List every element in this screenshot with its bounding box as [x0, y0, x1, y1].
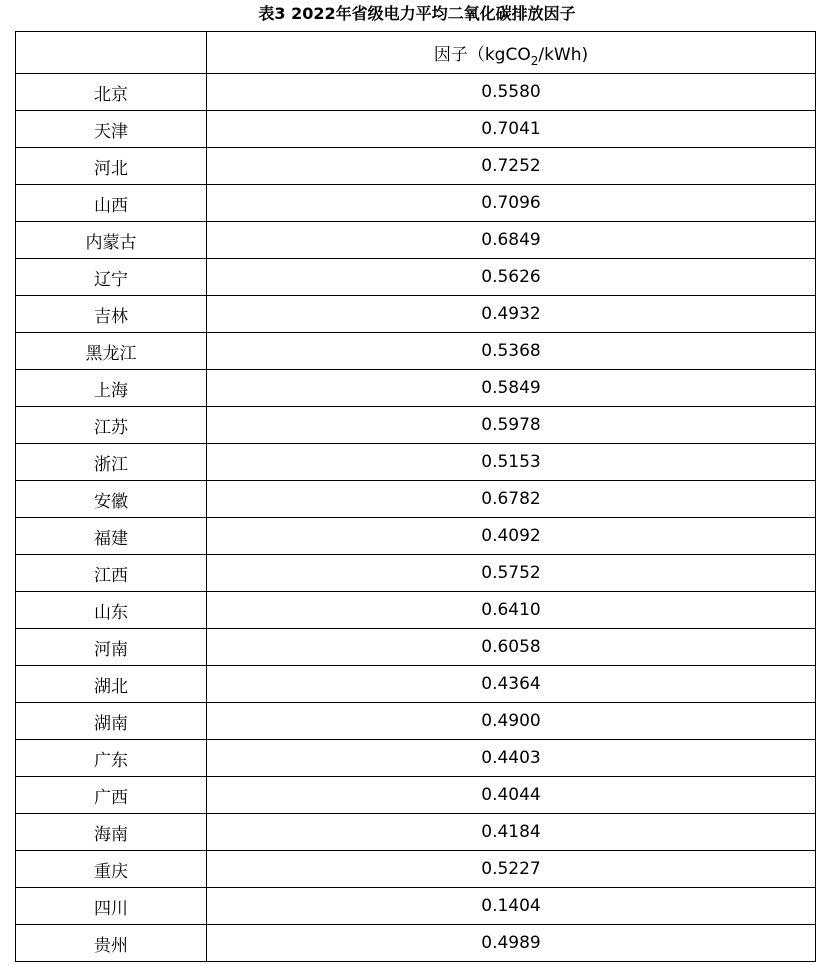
table-row: [16, 296, 816, 333]
table-row: [16, 592, 816, 629]
table-row: [16, 259, 816, 296]
table-header-row: [16, 32, 816, 74]
region-cell: 贵州: [16, 925, 207, 962]
table-row: [16, 666, 816, 703]
factor-cell: 0.4989: [207, 925, 816, 962]
factor-cell: 0.7252: [207, 148, 816, 185]
factor-cell: 0.5849: [207, 370, 816, 407]
factor-cell: 0.6782: [207, 481, 816, 518]
factor-cell: 0.5153: [207, 444, 816, 481]
header-cell-region: [16, 32, 207, 74]
region-cell: 江西: [16, 555, 207, 592]
region-cell: 安徽: [16, 481, 207, 518]
factor-cell: 0.6410: [207, 592, 816, 629]
table-row: [16, 370, 816, 407]
region-cell: 河北: [16, 148, 207, 185]
factor-cell: 0.4403: [207, 740, 816, 777]
table-row: [16, 703, 816, 740]
factor-cell: 0.5626: [207, 259, 816, 296]
table-row: [16, 74, 816, 111]
factor-cell: 0.1404: [207, 888, 816, 925]
region-cell: 上海: [16, 370, 207, 407]
factor-cell: 0.4092: [207, 518, 816, 555]
region-cell: 河南: [16, 629, 207, 666]
region-cell: 山东: [16, 592, 207, 629]
table-row: [16, 407, 816, 444]
region-cell: 广东: [16, 740, 207, 777]
table-row: [16, 148, 816, 185]
factor-cell: 0.5580: [207, 74, 816, 111]
table-row: [16, 777, 816, 814]
table-row: [16, 111, 816, 148]
region-cell: 海南: [16, 814, 207, 851]
factor-cell: 0.4184: [207, 814, 816, 851]
table-row: [16, 518, 816, 555]
header-factor-prefix: 因子（kgCO: [433, 45, 531, 65]
factor-cell: 0.4932: [207, 296, 816, 333]
table-row: [16, 740, 816, 777]
region-cell: 湖南: [16, 703, 207, 740]
table-row: [16, 333, 816, 370]
factor-cell: 0.5227: [207, 851, 816, 888]
factor-cell: 0.4900: [207, 703, 816, 740]
region-cell: 重庆: [16, 851, 207, 888]
header-factor-subscript: 2: [530, 54, 539, 68]
region-cell: 四川: [16, 888, 207, 925]
table-row: [16, 888, 816, 925]
factor-cell: 0.6058: [207, 629, 816, 666]
region-cell: 福建: [16, 518, 207, 555]
table-row: [16, 185, 816, 222]
table-row: [16, 222, 816, 259]
table-row: [16, 629, 816, 666]
table-row: [16, 851, 816, 888]
region-cell: 江苏: [16, 407, 207, 444]
table-title: 表3 2022年省级电力平均二氧化碳排放因子: [258, 4, 576, 23]
table-body: [16, 32, 816, 962]
emission-factor-table: [15, 31, 816, 962]
factor-cell: 0.4364: [207, 666, 816, 703]
table-row: [16, 814, 816, 851]
factor-cell: 0.5368: [207, 333, 816, 370]
region-cell: 内蒙古: [16, 222, 207, 259]
region-cell: 天津: [16, 111, 207, 148]
region-cell: 湖北: [16, 666, 207, 703]
region-cell: 辽宁: [16, 259, 207, 296]
region-cell: 黑龙江: [16, 333, 207, 370]
header-cell-factor: [207, 32, 816, 74]
table-row: [16, 925, 816, 962]
region-cell: 北京: [16, 74, 207, 111]
factor-cell: 0.5752: [207, 555, 816, 592]
factor-cell: 0.7096: [207, 185, 816, 222]
factor-cell: 0.5978: [207, 407, 816, 444]
region-cell: 山西: [16, 185, 207, 222]
factor-cell: 0.7041: [207, 111, 816, 148]
region-cell: 广西: [16, 777, 207, 814]
table-row: [16, 555, 816, 592]
factor-cell: 0.6849: [207, 222, 816, 259]
header-factor-suffix: /kWh): [538, 45, 589, 65]
factor-cell: 0.4044: [207, 777, 816, 814]
region-cell: 吉林: [16, 296, 207, 333]
region-cell: 浙江: [16, 444, 207, 481]
table-row: [16, 444, 816, 481]
table-row: [16, 481, 816, 518]
